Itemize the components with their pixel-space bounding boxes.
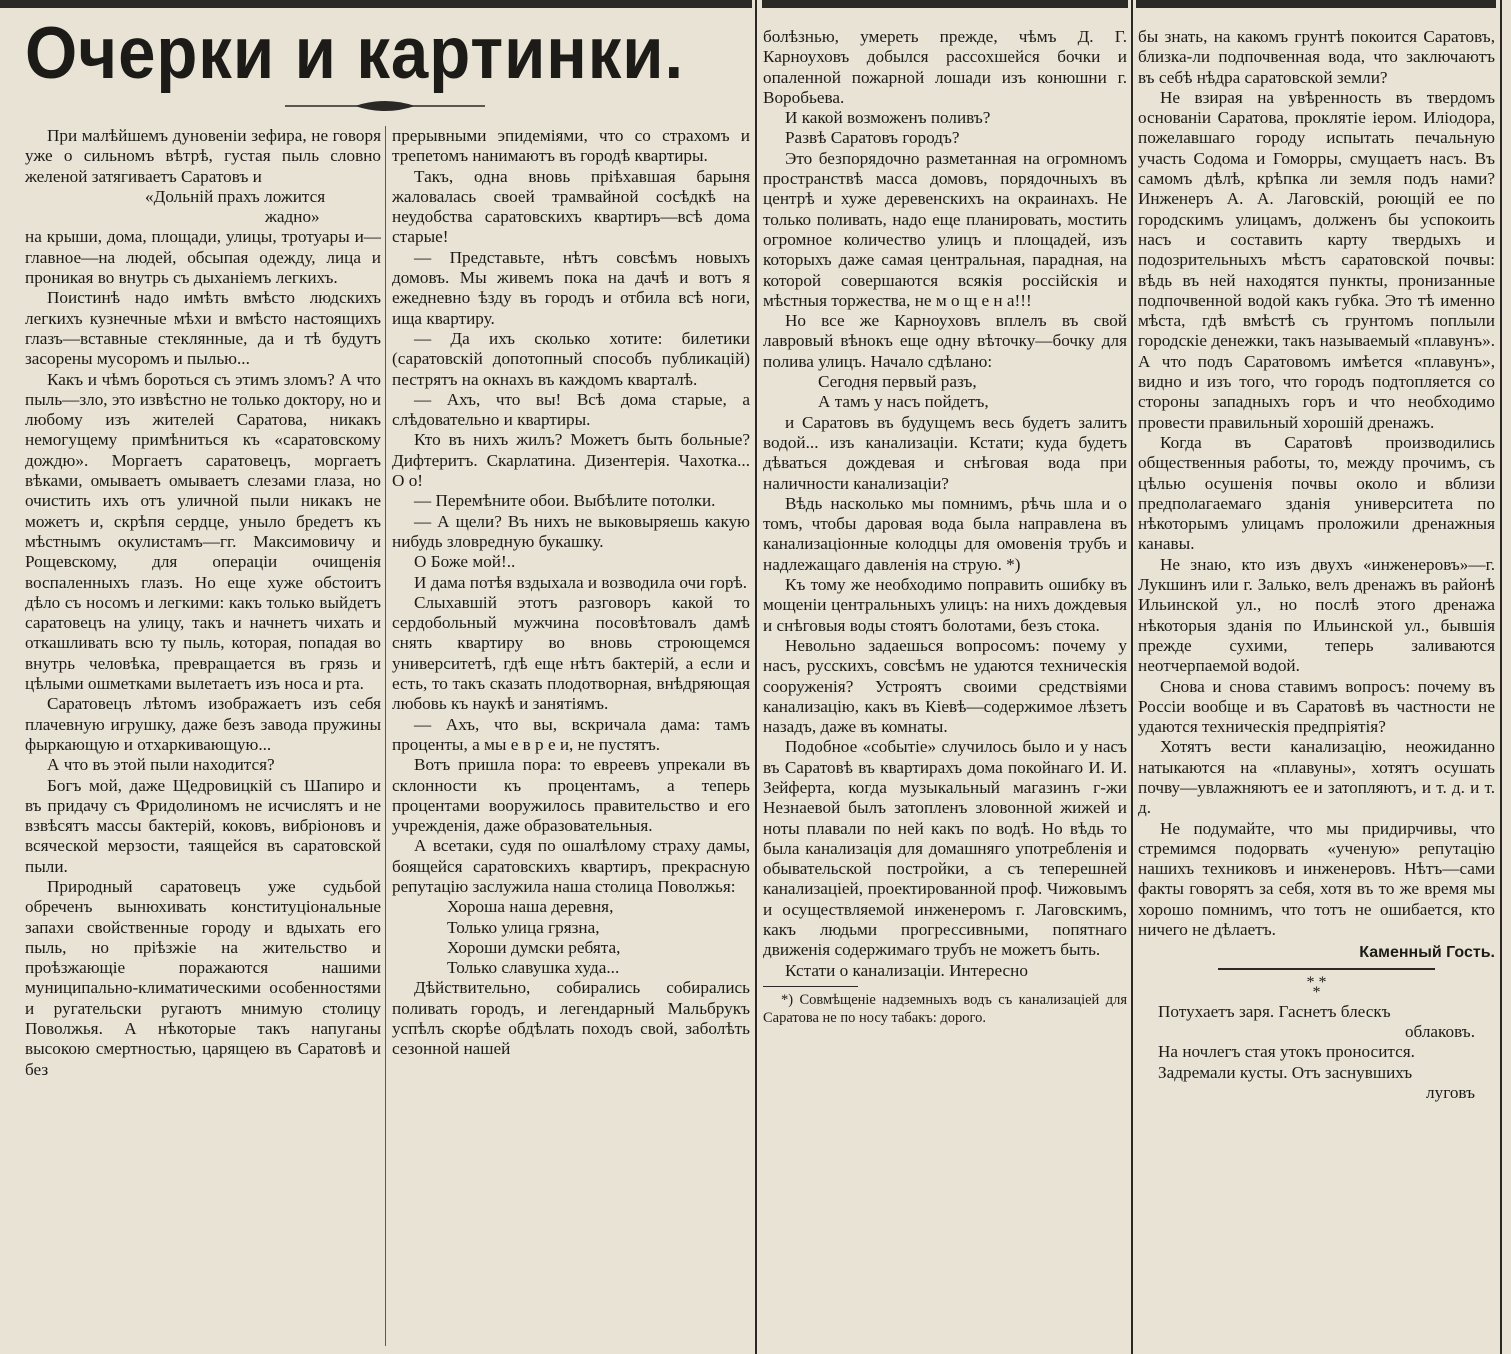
column-rule [1131,0,1133,1354]
column-2 [392,126,750,1060]
quote-line: «Дольній прахъ ложится [145,186,326,206]
paragraph: Невольно задаешься вопросомъ: почему у насъ, русскихъ, совсѣмъ не удаются техническія сооруженія? Устроятъ своими средствіями канализацію, какъ въ Кіевѣ—содержимое лѣзетъ назадъ, даже въ комнаты. [763,635,1127,737]
paragraph: бы знать, на какомъ грунтѣ покоится Саратовъ, близка-ли подпочвенная вода, что заключаютъ въ себѣ нѣдра саратовской земли? [1138,27,1495,87]
paragraph: — Ахъ, что вы! Всѣ дома старые, а слѣдовательно и квартиры. [392,389,750,430]
column-rule [385,126,386,1346]
article-title: Очерки и картинки. [25,13,685,94]
title-ornament [285,98,485,114]
paragraph: Поистинѣ надо имѣть вмѣсто людскихъ легкихъ кузнечные мѣхи и вмѣсто настоящихъ глазъ—вставные стеклянные, да и тѣ будутъ засорены мусоромъ и пылью... [25,288,381,369]
paragraph: Не взирая на увѣренность въ твердомъ основаніи Саратова, проклятіе іером. Иліодора, пожелавшаго городу испытать печальную участь Содома и Гоморры, смущаетъ насъ. Въ самомъ дѣлѣ, крѣпка ли земля подъ нами? Инженеръ А. А. Лаговскій, роющій ее по городскимъ улицамъ, долженъ бы успокоить насъ и составить карту твердыхъ и подозрительныхъ мѣстъ саратовской почвы: вѣдь въ ней находятся пункты, пронизанные подпочвенной водой какъ губка. Это тѣ именно мѣста, гдѣ вмѣстѣ съ грунтомъ поплыли городскіе денежки, такъ называемый «плавунъ». А что подъ Саратовомъ имѣется «плавунъ», видно и изъ того, что городъ подтопляется со стороны западныхъ горъ и что необходимо провести правильный хорошій дренажъ. [1138,87,1495,432]
footnote: *) Совмѣщеніе надземныхъ водъ съ канализаціей для Саратова не по носу табакъ: дорого. [763,991,1127,1026]
paragraph: Вѣдь насколько мы помнимъ, рѣчь шла и о томъ, чтобы даровая вода была направлена въ канализаціонные колодцы для омовенія трубъ и надлежащаго давленія на струю. *) [763,493,1127,574]
footnote-rule [763,986,858,987]
paragraph: Природный саратовецъ уже судьбой обреченъ вынюхивать конституціональные запахи свойственные городу и вдыхать его пыль, но пріѣзжіе на жительство и проѣзжающіе поражаются нашими муниципально-климатическими особенностями и ругательски ругаютъ мнимую столицу Поволжья. А нѣкоторые такъ напуганы высокою смертностью, царящею въ Саратовѣ и без [25,876,381,1079]
paragraph: А всетаки, судя по ошалѣлому страху дамы, боящейся саратовскихъ квартиръ, прекрасную репутацію заслужила наша столица Поволжья: [392,836,750,896]
paragraph: Не подумайте, что мы придирчивы, что стремимся подорвать «ученую» репутацію нашихъ техниковъ и инженеровъ. Нѣтъ—сами факты говорятъ за себя, хотя въ то же время мы хорошо помнимъ, что тотъ не ошибается, кто ничего не дѣлаетъ. [1138,818,1495,940]
paragraph: Кстати о канализаціи. Интересно [785,960,1028,980]
column-3 [763,27,1127,1027]
paragraph: Когда въ Саратовѣ производились общественныя работы, то, между прочимъ, съ цѣлью осушенія почвы около и вблизи предполагаемаго зданія университета по нѣкоторымъ улицамъ проложили дренажныя канавы. [1138,432,1495,554]
paragraph: Подобное «событіе» случилось было и у насъ въ Саратовѣ въ квартирахъ дома покойнаго И. И. Зейферта, когда музыкальный магазинъ г-жи Незнаевой былъ затопленъ зловонной жижей и ноты плавали по ней какъ по водѣ. Но вѣдь то была канализація для домашняго употребленія и обывательской постройки, а съ теперешней канализаціей, проектированной проф. Чижовымъ и осуществляемой инженеромъ г. Лаговскимъ, какъ людьми прогрессивными, попятнаго движенія содержимаго трубъ не можетъ быть. [763,737,1127,960]
paragraph: на крыши, дома, площади, улицы, тротуары и—главное—на людей, обсыпая одежду, лица и проникая во внутрь съ дыханіемъ легкихъ. [25,227,381,288]
column-rule [755,0,757,1354]
verse-line: луговъ [1426,1082,1475,1102]
column-1 [25,126,381,1080]
paragraph: Не знаю, кто изъ двухъ «инженеровъ»—г. Лукшинъ или г. Залько, велъ дренажъ въ районѣ Ильинской ул., но послѣ этого дренажа нѣкоторыя зданія по Ильинской ул., бывшія прежде сухими, теперь заливаются неотчерпаемой водой. [1138,554,1495,676]
paragraph: — Ахъ, что вы, вскричала дама: тамъ проценты, а мы е в р е и, не пустятъ. [392,714,750,754]
paragraph: и Саратовъ въ будущемъ весь будетъ залитъ водой... изъ канализаціи. Кстати; куда будетъ дѣваться дождевая и снѣговая вода при наличности канализаціи? [763,412,1127,493]
verse-line: облаковъ. [1404,1021,1475,1041]
top-rule [1136,0,1496,8]
quote-line: жадно» [265,207,320,227]
paragraph: болѣзнью, умереть прежде, чѣмъ Д. Г. Карноуховъ добылся рассохшейся бочки и опаленной пожарной лошади изъ конюшни г. Воробьева. [763,27,1127,107]
verse-line: Только славушка худа... [447,958,620,978]
paragraph: Богъ мой, даже Щедровицкій съ Шапиро и въ придачу съ Фридолиномъ не исчислятъ и не взвѣсятъ массы бактерій, коковъ, вибріоновъ и всяческой мерзости, таящейся въ саратовской пыли. [25,775,381,876]
paragraph: Но все же Карноуховъ вплелъ въ свой лавровый вѣнокъ еще одну вѣточку—бочку для полива улицъ. Начало сдѣлано: [763,311,1127,371]
paragraph: И дама потѣя вздыхала и возводила очи горѣ. [414,572,748,592]
paragraph: — Перемѣните обои. Выбѣлите потолки. [414,491,716,511]
section-rule [1218,968,1435,970]
author-signature: Каменный Гость. [1359,944,1495,962]
verse-line: Хороши думски ребята, [447,937,621,957]
verse-line: Только улица грязна, [447,917,600,937]
paragraph: Какъ и чѣмъ бороться съ этимъ зломъ? А что пыль—зло, это извѣстно не только доктору, но и любому изъ жителей Саратова, никакъ немогущему примѣниться къ «саратовскому дождю». Моргаетъ саратовецъ, моргаетъ вѣками, омываетъ омываетъ слезами глаза, но очистить ихъ отъ уличной пыли никакъ не можетъ и, скрѣпя сердце, уныло бредетъ къ мѣстнымъ окулистамъ—гг. Максимовичу и Рощевскому, для операціи очищенія воспаленныхъ глазъ. Но еще хуже обстоитъ дѣло съ носомъ и легкими: какъ только выйдетъ саратовецъ на улицу, такъ и начнетъ чихать и откашливать всю ту пыль, которая, попадая во внутрь человѣка, превращается въ грязь и цѣлыми ошметками вылетаетъ изъ носа и рта. [25,369,381,694]
top-rule [0,0,752,8]
paragraph: А что въ этой пыли находится? [47,755,275,775]
verse-line: Сегодня первый разъ, [818,372,977,392]
paragraph: Хотятъ вести канализацію, неожиданно натыкаются на «плавуны», хотятъ осушать почву—увлажняютъ ее и затопляютъ, и т. д. и т. д. [1138,737,1495,818]
paragraph: Это безпорядочно разметанная на огромномъ пространствѣ масса домовъ, порядочныхъ въ центрѣ и хуже деревенскихъ на окраинахъ. Не только поливать, надо еще планировать, мостить огромное количество улицъ и площадей, изъ которыхъ даже самая центральная, парадная, на которой совершаются всякія россійскія и мѣстныя торжества, не м о щ е н а!!! [763,148,1127,310]
asterism: * * * [1306,973,1327,1001]
verse-line: А тамъ у насъ пойдетъ, [818,392,989,412]
paragraph: При малѣйшемъ дуновеніи зефира, не говоря уже о сильномъ вѣтрѣ, густая пыль словно желеной затягиваетъ Саратовъ и [25,126,381,186]
verse-line: На ночлегъ стая утокъ проносится. [1158,1042,1415,1062]
column-4 [1138,27,1495,1103]
paragraph: О Боже мой!.. [414,552,516,572]
paragraph: Развѣ Саратовъ городъ? [785,128,960,148]
paragraph: Вотъ пришла пора: то евреевъ упрекали въ склонности къ процентамъ, а теперь процентами вооружилось правительство и его учрежденія, даже образовательныя. [392,755,750,836]
paragraph: Кто въ нихъ жилъ? Можетъ быть больные? Дифтеритъ. Скарлатина. Дизентерія. Чахотка... О о! [392,430,750,491]
paragraph: Такъ, одна вновь пріѣхавшая барыня жаловалась своей трамвайной сосѣдкѣ на неудобства саратовскихъ квартиръ—всѣ дома старые! [392,166,750,247]
paragraph: Саратовецъ лѣтомъ изображаетъ изъ себя плачевную игрушку, даже безъ завода пружины фыркающую и отхаркивающую... [25,694,381,754]
paragraph: — Представьте, нѣтъ совсѣмъ новыхъ домовъ. Мы живемъ пока на дачѣ и вотъ я ежедневно ѣзду въ городъ и отбила всѣ ноги, ища квартиру. [392,247,750,328]
paragraph: Слыхавшій этотъ разговоръ какой то сердобольный мужчина посовѣтовалъ дамѣ снять квартиру во вновь строющемся университетѣ, гдѣ еще нѣтъ бактерій, а если и есть, то такъ сказать плодотворная, внѣдряющая любовь къ наукѣ и занятіямъ. [392,592,750,714]
verse-line: Потухаетъ заря. Гаснетъ блескъ [1158,1001,1391,1021]
paragraph: — Да ихъ сколько хотите: билетики (саратовскій допотопный способъ публикацій) пестрятъ на окнахъ въ каждомъ кварталѣ. [392,328,750,389]
verse-line: Хороша наша деревня, [447,897,614,917]
paragraph: прерывными эпидеміями, что со страхомъ и трепетомъ нанимаютъ въ городѣ квартиры. [392,126,750,166]
paragraph: — А щели? Въ нихъ не выковыряешь какую нибудь зловредную букашку. [392,511,750,551]
paragraph: Снова и снова ставимъ вопросъ: почему въ Россіи вообще и въ Саратовѣ въ частности не удаются техническія предпріятія? [1138,676,1495,737]
column-rule [1500,0,1502,1354]
top-rule [762,0,1128,8]
paragraph: Дѣйствительно, собирались собирались поливать городъ, и легендарный Мальбрукъ успѣлъ скорѣе обдѣлать походъ свой, заболѣть сезонной нашей [392,978,750,1059]
paragraph: Къ тому же необходимо поправить ошибку въ мощеніи центральныхъ улицъ: на нихъ дождевыя и снѣговыя воды стоятъ болотами, безъ стока. [763,575,1127,635]
verse-line: Задремали кусты. Отъ заснувшихъ [1158,1062,1413,1082]
paragraph: И какой возможенъ поливъ? [785,108,991,128]
